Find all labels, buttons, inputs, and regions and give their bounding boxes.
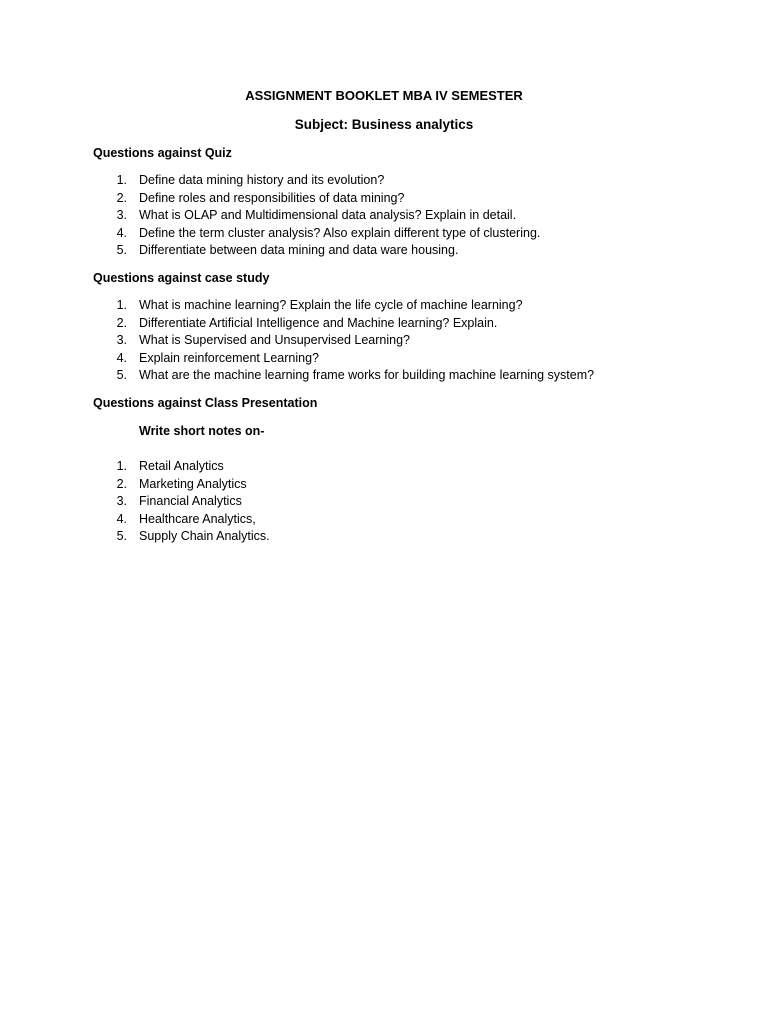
item-text: Differentiate between data mining and data ware housing. [139,243,459,258]
item-text: Financial Analytics [139,494,242,509]
item-text: Healthcare Analytics, [139,511,256,526]
list-item [0,511,768,529]
list-item [0,367,768,385]
item-number: 2. [116,476,127,491]
list-item [0,242,768,260]
list-item [0,476,768,494]
item-number: 4. [116,350,127,365]
presentation-heading: Questions against Class Presentation [93,396,318,410]
list-item [0,528,768,546]
item-text: Differentiate Artificial Intelligence and Machine learning? Explain. [139,315,498,330]
list-item [0,350,768,368]
item-text: Marketing Analytics [139,476,247,491]
item-text: Define roles and responsibilities of data mining? [139,190,405,205]
presentation-subheading: Write short notes on- [139,424,265,438]
item-number: 3. [116,494,127,509]
item-text: Explain reinforcement Learning? [139,350,319,365]
document-title: ASSIGNMENT BOOKLET MBA IV SEMESTER [245,88,523,103]
list-item [0,172,768,190]
item-number: 4. [116,511,127,526]
list-item [0,458,768,476]
item-number: 5. [116,243,127,258]
item-text: What is Supervised and Unsupervised Learning? [139,333,410,348]
item-text: Retail Analytics [139,459,224,473]
case-study-heading: Questions against case study [93,271,270,285]
item-number: 2. [116,315,127,330]
item-number: 5. [116,368,127,383]
item-text: What are the machine learning frame works for building machine learning system? [139,368,595,383]
case-study-question-list [0,297,768,385]
list-item [0,332,768,350]
item-number: 1. [116,173,127,187]
item-text: Define data mining history and its evolution? [139,173,385,187]
presentation-topic-list [0,458,768,546]
item-number: 2. [116,190,127,205]
item-text: What is machine learning? Explain the life cycle of machine learning? [139,298,523,312]
item-text: Supply Chain Analytics. [139,529,270,544]
quiz-question-list [0,172,768,260]
item-text: What is OLAP and Multidimensional data analysis? Explain in detail. [139,208,517,223]
list-item [0,493,768,511]
item-number: 1. [116,459,127,473]
list-item [0,297,768,315]
list-item [0,225,768,243]
document-subject: Subject: Business analytics [294,117,474,132]
item-number: 5. [116,529,127,544]
quiz-heading: Questions against Quiz [93,146,232,160]
item-number: 4. [116,225,127,240]
list-item [0,315,768,333]
list-item [0,190,768,208]
item-number: 1. [116,298,127,312]
item-number: 3. [116,208,127,223]
item-number: 3. [116,333,127,348]
list-item [0,207,768,225]
item-text: Define the term cluster analysis? Also explain different type of clustering. [139,225,541,240]
